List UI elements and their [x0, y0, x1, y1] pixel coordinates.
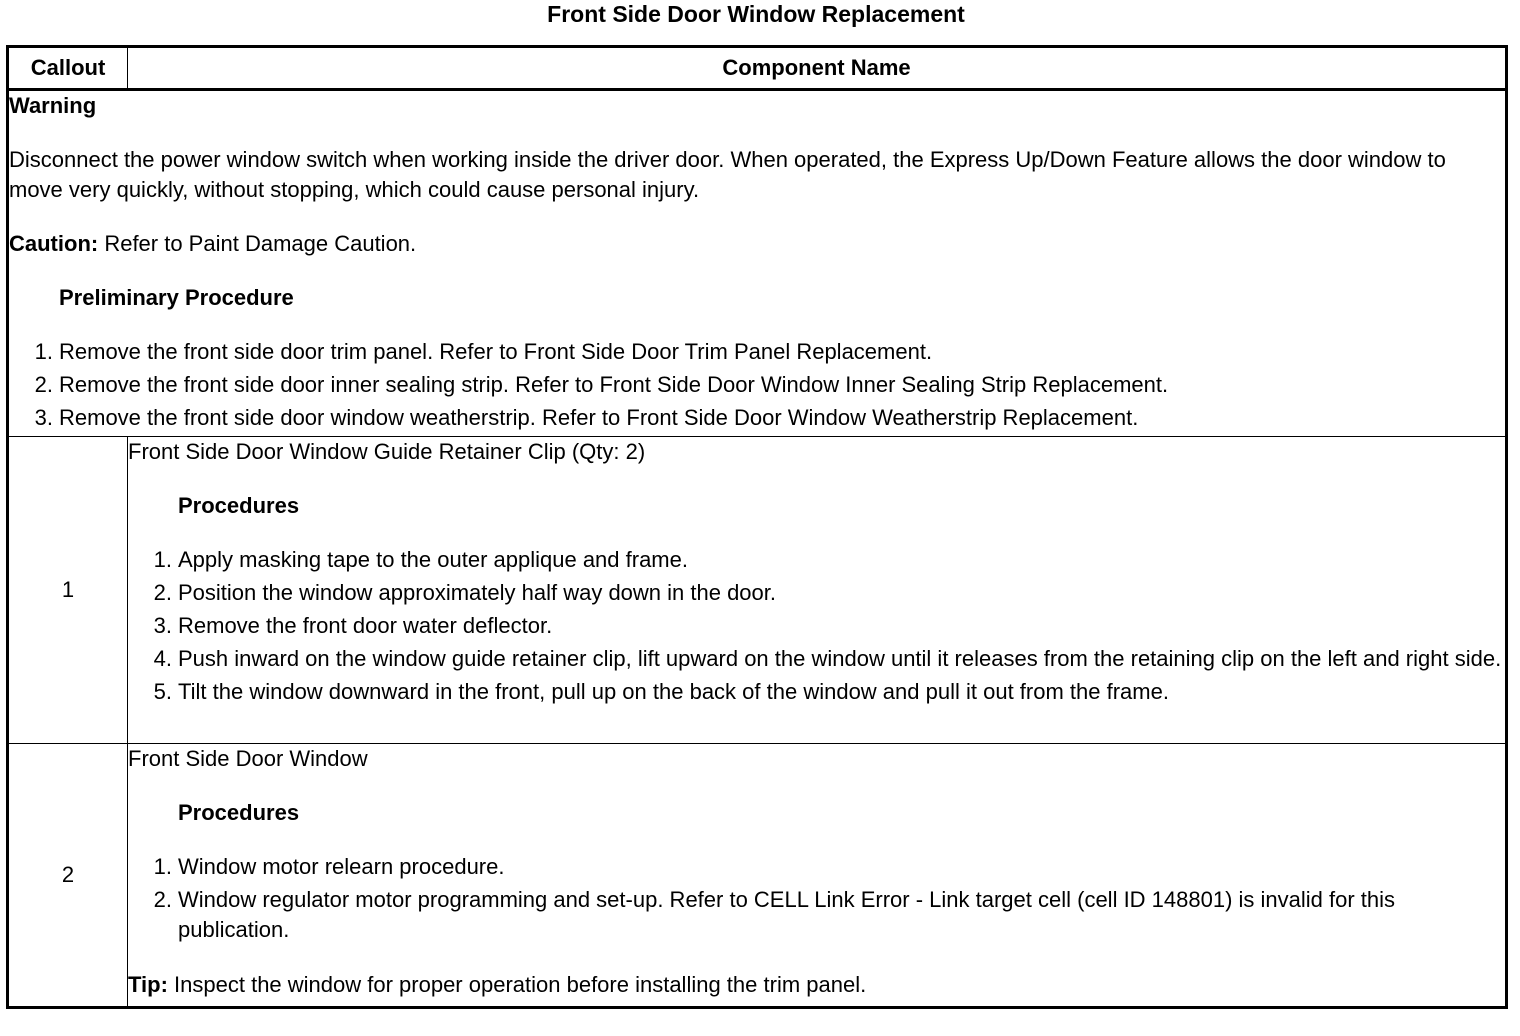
component-name: Front Side Door Window — [128, 746, 368, 771]
caution-text: Refer to Paint Damage Caution. — [98, 231, 417, 256]
header-component-name: Component Name — [128, 47, 1507, 90]
component-table — [6, 45, 1508, 1009]
procedures-heading: Procedures — [178, 493, 300, 518]
list-item: 2. Position the window approximately half way down in the door. — [153, 580, 777, 605]
list-item: 4. Push inward on the window guide retainer clip, lift upward on the window until it releases from the retaining clip on the left and right side. — [153, 646, 1502, 671]
list-item: 3. Remove the front side door window weatherstrip. Refer to Front Side Door Window Weatherstrip Replacement. — [34, 405, 1139, 430]
table-header-row — [8, 47, 1507, 90]
header-callout: Callout — [8, 47, 128, 90]
procedure-steps — [128, 852, 1505, 945]
tip-text: Inspect the window for proper operation before installing the trim panel. — [167, 972, 867, 997]
warning-label: Warning — [9, 93, 97, 118]
preliminary-heading: Preliminary Procedure — [59, 285, 294, 310]
list-item: 1. Apply masking tape to the outer applique and frame. — [153, 547, 688, 572]
list-item: 2. Remove the front side door inner sealing strip. Refer to Front Side Door Window Inner Sealing Strip Replacement. — [34, 372, 1169, 397]
intro-row — [8, 90, 1507, 437]
page-title: Front Side Door Window Replacement — [547, 1, 965, 27]
component-cell — [128, 437, 1507, 744]
tip-note — [128, 970, 1505, 1000]
tip-label: Tip: — [128, 972, 168, 997]
component-name: Front Side Door Window Guide Retainer Clip (Qty: 2) — [128, 439, 646, 464]
procedures-heading: Procedures — [178, 800, 300, 825]
list-item: 2. Window regulator motor programming and set-up. Refer to CELL Link Error - Link target cell (cell ID 148801) is invalid for this publication. — [153, 887, 1396, 942]
procedure-steps — [128, 545, 1505, 707]
component-cell — [128, 744, 1507, 1008]
table-row — [8, 437, 1507, 744]
intro-cell — [8, 90, 1507, 437]
caution-label: Caution: — [9, 231, 99, 256]
callout-cell: 1 — [8, 437, 128, 744]
table-row — [8, 744, 1507, 1008]
list-item: 3. Remove the front door water deflector. — [153, 613, 553, 638]
warning-text: Disconnect the power window switch when working inside the driver door. When operated, the Express Up/Down Feature allows the door window to move very quickly, without stopping, which could cause personal injury. — [9, 147, 1446, 202]
list-item: 1. Remove the front side door trim panel. Refer to Front Side Door Trim Panel Replacement. — [34, 339, 933, 364]
caution-note — [9, 229, 1505, 259]
list-item: 5. Tilt the window downward in the front, pull up on the back of the window and pull it out from the frame. — [153, 679, 1169, 704]
callout-cell: 2 — [8, 744, 128, 1008]
preliminary-steps — [9, 337, 1505, 433]
list-item: 1. Window motor relearn procedure. — [153, 854, 505, 879]
